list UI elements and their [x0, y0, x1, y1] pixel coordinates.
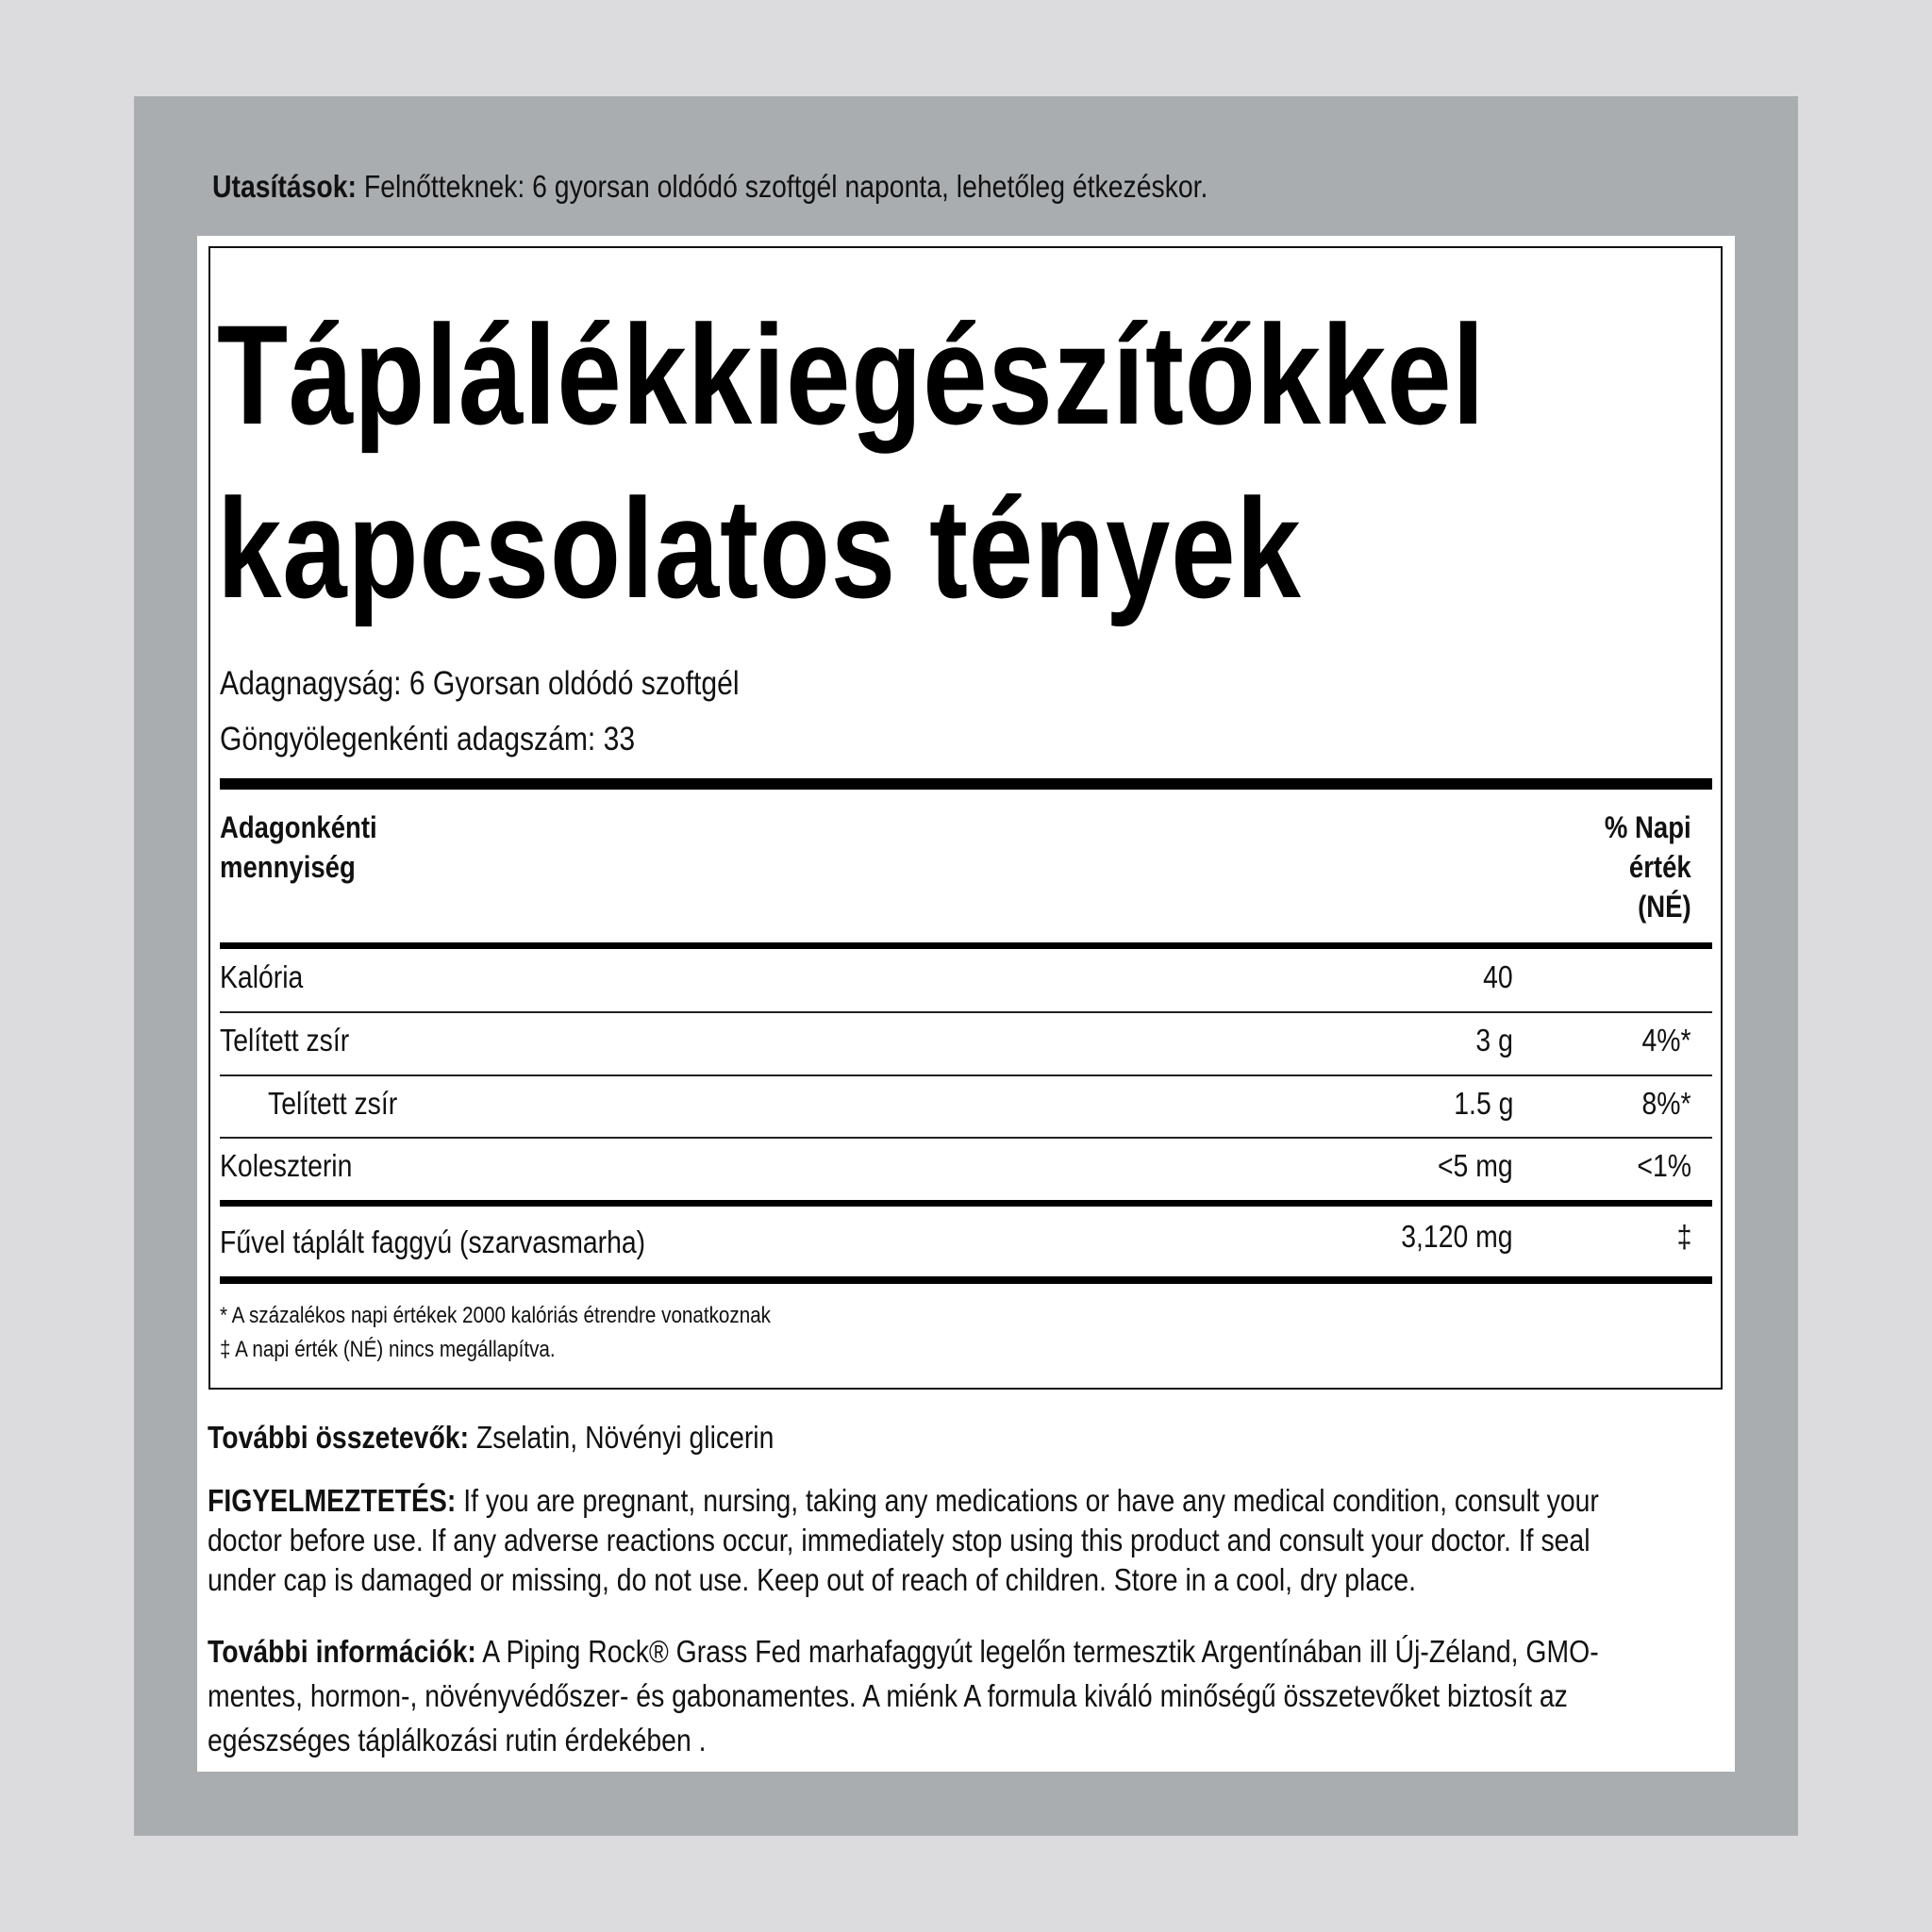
warning-label: FIGYELMEZTETÉS:	[208, 1483, 457, 1518]
row-label: Kalória	[220, 959, 304, 994]
row-dv: <1%	[1637, 1148, 1691, 1183]
row-amount: 40	[1483, 959, 1513, 994]
section-divider	[220, 1200, 1712, 1207]
row-dv: 4%*	[1641, 1023, 1691, 1058]
row-label-indented: Telített zsír	[268, 1086, 398, 1121]
header-daily-value: % Napi érték (NÉ)	[1605, 810, 1691, 924]
row-label: Koleszterin	[220, 1148, 353, 1183]
row-dv: ‡	[1676, 1219, 1691, 1254]
row-divider	[220, 1074, 1712, 1076]
footnote-daily-value: * A százalékos napi értékek 2000 kalóriás étrendre vonatkoznak	[220, 1303, 772, 1328]
warning	[208, 1481, 1603, 1600]
more-info	[208, 1629, 1603, 1762]
row-amount: <5 mg	[1438, 1148, 1513, 1183]
row-divider	[220, 1137, 1712, 1139]
row-label: Fűvel táplált faggyú (szarvasmarha)	[220, 1224, 646, 1259]
row-label: Telített zsír	[220, 1023, 350, 1058]
more-info-label: További információk:	[208, 1634, 476, 1669]
other-ingredients-label: További összetevők:	[208, 1420, 470, 1455]
more-info-text: A Piping Rock® Grass Fed marhafaggyút legelőn termesztik Argentínában ill Új-Zéland, GMO-mentes, hormon-, növényvédőszer- és gabonamentes. A miénk A formula kiváló minőségű összetevőket biztosít az egészséges táplálkozási rutin érdekében .	[208, 1634, 1599, 1757]
footnote-not-established: ‡ A napi érték (NÉ) nincs megállapítva.	[220, 1337, 556, 1362]
title-line-1: Táplálékkiegészítőkkel	[217, 295, 1486, 454]
supplement-facts-title	[217, 288, 1609, 635]
warning-text: If you are pregnant, nursing, taking any medications or have any medical condition, consult your doctor before use. If any adverse reactions occur, immediately stop using this product and consult your doctor. If seal under cap is damaged or missing, do not use. Keep out of reach of children. Store in a cool, dry place.	[208, 1483, 1599, 1597]
serving-size: Adagnagyság: 6 Gyorsan oldódó szoftgél	[220, 665, 740, 702]
title-line-2: kapcsolatos tények	[217, 469, 1302, 627]
directions-label: Utasítások:	[212, 169, 357, 204]
row-amount: 3,120 mg	[1401, 1219, 1513, 1254]
directions-text: Felnőtteknek: 6 gyorsan oldódó szoftgél naponta, lehetőleg étkezéskor.	[356, 169, 1208, 204]
row-divider	[220, 1011, 1712, 1013]
other-ingredients	[208, 1418, 1603, 1457]
row-dv: 8%*	[1641, 1086, 1691, 1121]
row-amount: 1.5 g	[1453, 1086, 1513, 1121]
servings-per-container: Göngyölegenkénti adagszám: 33	[220, 721, 636, 758]
other-ingredients-text: Zselatin, Növényi glicerin	[469, 1420, 774, 1455]
thick-divider	[220, 778, 1712, 790]
row-amount: 3 g	[1475, 1023, 1513, 1058]
directions	[212, 168, 1510, 206]
header-amount: Adagonkénti mennyiség	[220, 810, 377, 884]
header-divider	[220, 942, 1712, 949]
bottom-divider	[220, 1276, 1712, 1284]
